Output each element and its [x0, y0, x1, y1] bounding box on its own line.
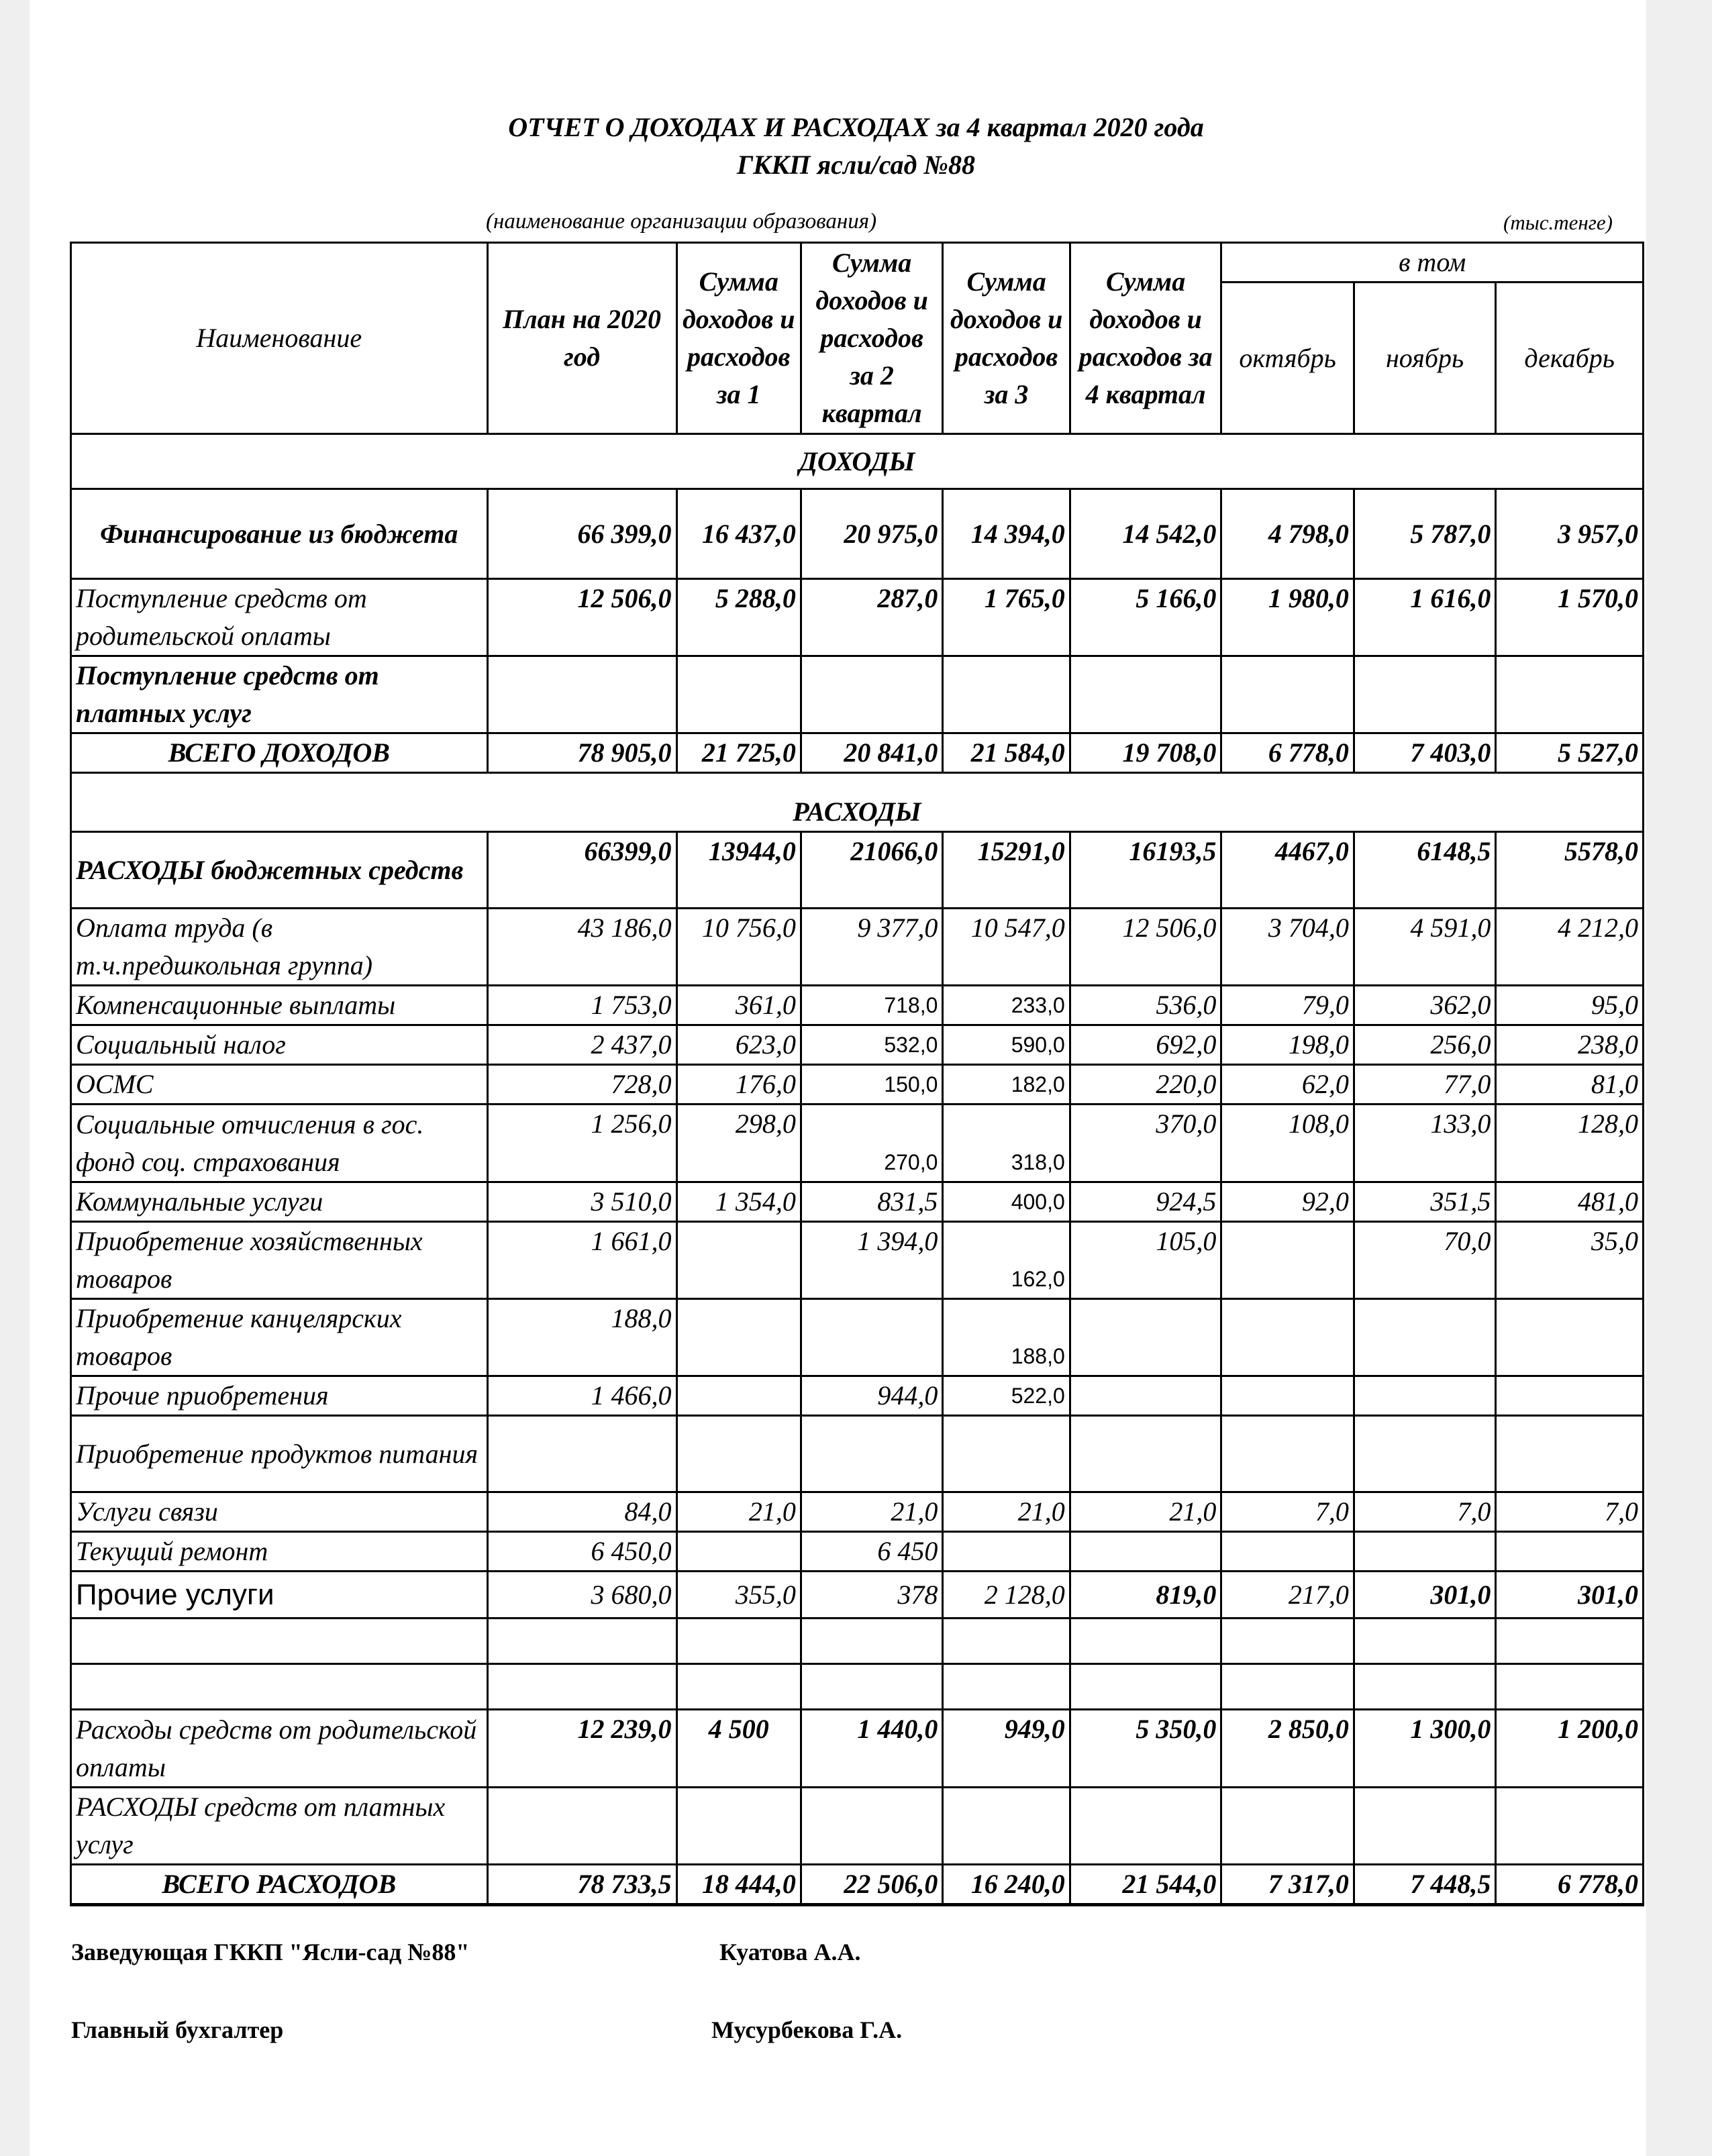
cell-q4: [1070, 1376, 1221, 1416]
row-name: Прочие приобретения: [71, 1376, 488, 1416]
cell-q2: 378: [801, 1572, 943, 1619]
table-row: [71, 1299, 1644, 1376]
cell-nov: 4 591,0: [1354, 909, 1496, 986]
cell-oct: 4467,0: [1221, 832, 1354, 909]
table-row: [71, 1025, 1644, 1065]
row-name: Оплата труда (в т.ч.предшкольная группа): [71, 909, 488, 986]
row-name: ВСЕГО ДОХОДОВ: [71, 733, 488, 773]
cell-q1: [676, 1299, 801, 1376]
header-q2: Сумма доходов и расходов за 2 квартал: [801, 243, 943, 434]
cell-nov: [1354, 1376, 1496, 1416]
table-row: [71, 1532, 1644, 1572]
income-expense-table: [70, 242, 1644, 1906]
cell-oct: 2 850,0: [1221, 1710, 1354, 1788]
cell-oct: [1221, 1532, 1354, 1572]
table-row: [71, 986, 1644, 1025]
cell-dec: 128,0: [1496, 1105, 1644, 1182]
cell-plan: 1 466,0: [487, 1376, 676, 1416]
cell-oct: 1 980,0: [1221, 579, 1354, 656]
unit-note: (тыс.тенге): [1503, 211, 1613, 234]
cell-q4: 21 544,0: [1070, 1865, 1221, 1905]
cell-nov: 77,0: [1354, 1065, 1496, 1105]
cell-plan: 43 186,0: [487, 909, 676, 986]
organization-title: ГККП ясли/сад №88: [737, 150, 975, 180]
cell-q1: [676, 1532, 801, 1572]
cell-nov: 6148,5: [1354, 832, 1496, 909]
accountant-signature-name: Мусурбекова Г.А.: [711, 2016, 903, 2043]
cell-nov: 351,5: [1354, 1182, 1496, 1222]
cell-plan: 1 753,0: [487, 986, 676, 1025]
cell-q4: 5 166,0: [1070, 579, 1221, 656]
cell-dec: [1496, 1532, 1644, 1572]
cell-q2: 831,5: [801, 1182, 943, 1222]
cell-q1: [676, 1788, 801, 1865]
cell-oct: 7,0: [1221, 1492, 1354, 1532]
cell-plan: 3 680,0: [487, 1572, 676, 1619]
cell-nov: 1 616,0: [1354, 579, 1496, 656]
cell-q3: 188,0: [943, 1299, 1070, 1376]
row-name: Приобретение канцелярских товаров: [71, 1299, 488, 1376]
cell-plan: 12 239,0: [487, 1710, 676, 1788]
cell-q4: 14 542,0: [1070, 489, 1221, 579]
cell-q3: 16 240,0: [943, 1865, 1070, 1905]
table-row: [71, 1710, 1644, 1788]
cell-plan: 66 399,0: [487, 489, 676, 579]
cell-dec: 5578,0: [1496, 832, 1644, 909]
cell-q4: 692,0: [1070, 1025, 1221, 1065]
cell-q3: 522,0: [943, 1376, 1070, 1416]
cell-dec: 7,0: [1496, 1492, 1644, 1532]
header-q1: Сумма доходов и расходов за 1: [676, 243, 801, 434]
cell-oct: [1221, 1788, 1354, 1865]
cell-q4: 12 506,0: [1070, 909, 1221, 986]
cell-plan: [487, 656, 676, 733]
cell-q1: 4 500: [676, 1710, 801, 1788]
cell-q3: [943, 1532, 1070, 1572]
cell-q3: [943, 1788, 1070, 1865]
cell-plan: [487, 1416, 676, 1492]
cell-q3: [943, 1416, 1070, 1492]
cell-plan: 78 905,0: [487, 733, 676, 773]
cell-q2: 270,0: [801, 1105, 943, 1182]
cell-nov: 256,0: [1354, 1025, 1496, 1065]
cell-nov: [1354, 1299, 1496, 1376]
cell-q1: 10 756,0: [676, 909, 801, 986]
cell-nov: 7 448,5: [1354, 1865, 1496, 1905]
row-name: Прочие услуги: [71, 1572, 488, 1619]
cell-dec: 1 570,0: [1496, 579, 1644, 656]
row-name: Приобретение хозяйственных товаров: [71, 1222, 488, 1299]
cell-q2: [801, 1299, 943, 1376]
cell-q4: 19 708,0: [1070, 733, 1221, 773]
accountant-signature-role: Главный бухгалтер: [71, 2016, 284, 2043]
cell-q2: [801, 1788, 943, 1865]
cell-oct: 7 317,0: [1221, 1865, 1354, 1905]
cell-q4: [1070, 1788, 1221, 1865]
cell-q1: 13944,0: [676, 832, 801, 909]
cell-dec: 6 778,0: [1496, 1865, 1644, 1905]
cell-nov: [1354, 1788, 1496, 1865]
cell-q2: 287,0: [801, 579, 943, 656]
cell-q3: 15291,0: [943, 832, 1070, 909]
cell-q3: 2 128,0: [943, 1572, 1070, 1619]
row-name: Поступление средств от родительской оплаты: [71, 579, 488, 656]
table-row: [71, 733, 1644, 773]
cell-q4: [1070, 1532, 1221, 1572]
cell-dec: [1496, 1788, 1644, 1865]
cell-nov: 7 403,0: [1354, 733, 1496, 773]
header-including: в том: [1221, 243, 1644, 283]
cell-oct: 108,0: [1221, 1105, 1354, 1182]
page-margin-left: [0, 0, 30, 2156]
cell-plan: 12 506,0: [487, 579, 676, 656]
row-name: РАСХОДЫ бюджетных средств: [71, 832, 488, 909]
cell-dec: 3 957,0: [1496, 489, 1644, 579]
cell-dec: [1496, 1376, 1644, 1416]
header-q4: Сумма доходов и расходов за 4 квартал: [1070, 243, 1221, 434]
cell-plan: 66399,0: [487, 832, 676, 909]
cell-q4: [1070, 1416, 1221, 1492]
cell-dec: 481,0: [1496, 1182, 1644, 1222]
cell-plan: 84,0: [487, 1492, 676, 1532]
cell-oct: 92,0: [1221, 1182, 1354, 1222]
cell-q1: 176,0: [676, 1065, 801, 1105]
cell-nov: [1354, 656, 1496, 733]
cell-q2: 20 975,0: [801, 489, 943, 579]
cell-q1: [676, 1416, 801, 1492]
cell-q2: 21066,0: [801, 832, 943, 909]
cell-q1: 355,0: [676, 1572, 801, 1619]
table-row: [71, 1788, 1644, 1865]
table-row: [71, 1105, 1644, 1182]
cell-q2: [801, 656, 943, 733]
cell-q1: 21,0: [676, 1492, 801, 1532]
cell-oct: [1221, 1222, 1354, 1299]
cell-nov: 362,0: [1354, 986, 1496, 1025]
cell-nov: 301,0: [1354, 1572, 1496, 1619]
cell-oct: [1221, 1416, 1354, 1492]
cell-oct: 3 704,0: [1221, 909, 1354, 986]
cell-plan: 728,0: [487, 1065, 676, 1105]
cell-oct: 198,0: [1221, 1025, 1354, 1065]
row-name: Финансирование из бюджета: [71, 489, 488, 579]
cell-dec: [1496, 656, 1644, 733]
page-margin-right: [1646, 0, 1712, 2156]
row-name: Текущий ремонт: [71, 1532, 488, 1572]
cell-q3: 21,0: [943, 1492, 1070, 1532]
cell-dec: [1496, 1299, 1644, 1376]
table-row: [71, 832, 1644, 909]
table-row: [71, 1572, 1644, 1619]
table-row-empty: [71, 1619, 1644, 1664]
cell-q3: 162,0: [943, 1222, 1070, 1299]
cell-q2: 532,0: [801, 1025, 943, 1065]
cell-oct: 6 778,0: [1221, 733, 1354, 773]
cell-q1: 623,0: [676, 1025, 801, 1065]
cell-dec: 301,0: [1496, 1572, 1644, 1619]
cell-q1: 18 444,0: [676, 1865, 801, 1905]
header-november: ноябрь: [1354, 283, 1496, 434]
cell-oct: [1221, 1299, 1354, 1376]
table-row: [71, 1376, 1644, 1416]
cell-nov: 133,0: [1354, 1105, 1496, 1182]
cell-q3: 1 765,0: [943, 579, 1070, 656]
cell-q2: 9 377,0: [801, 909, 943, 986]
report-title: ОТЧЕТ О ДОХОДАХ И РАСХОДАХ за 4 квартал 2020 года: [508, 112, 1204, 142]
cell-dec: 35,0: [1496, 1222, 1644, 1299]
cell-q2: 20 841,0: [801, 733, 943, 773]
cell-q2: 6 450: [801, 1532, 943, 1572]
row-name: Социальные отчисления в гос. фонд соц. страхования: [71, 1105, 488, 1182]
table-row-empty: [71, 1664, 1644, 1710]
cell-q3: 14 394,0: [943, 489, 1070, 579]
cell-q1: 16 437,0: [676, 489, 801, 579]
cell-nov: [1354, 1416, 1496, 1492]
row-name: Расходы средств от родительской оплаты: [71, 1710, 488, 1788]
cell-plan: 6 450,0: [487, 1532, 676, 1572]
cell-q4: 105,0: [1070, 1222, 1221, 1299]
cell-plan: 1 661,0: [487, 1222, 676, 1299]
organization-note: (наименование организации образования): [486, 209, 877, 234]
income-section-title: ДОХОДЫ: [71, 434, 1644, 489]
table-row: [71, 1492, 1644, 1532]
row-name: Приобретение продуктов питания: [71, 1416, 488, 1492]
header-october: октябрь: [1221, 283, 1354, 434]
header-name: Наименование: [71, 243, 488, 434]
cell-q1: [676, 656, 801, 733]
cell-dec: 238,0: [1496, 1025, 1644, 1065]
table-row: [71, 656, 1644, 733]
row-name: Коммунальные услуги: [71, 1182, 488, 1222]
cell-q3: 318,0: [943, 1105, 1070, 1182]
row-name: ОСМС: [71, 1065, 488, 1105]
cell-q2: 22 506,0: [801, 1865, 943, 1905]
cell-nov: 1 300,0: [1354, 1710, 1496, 1788]
cell-q3: 21 584,0: [943, 733, 1070, 773]
table-row: [71, 489, 1644, 579]
cell-plan: 188,0: [487, 1299, 676, 1376]
cell-nov: 70,0: [1354, 1222, 1496, 1299]
cell-q1: [676, 1376, 801, 1416]
cell-q1: [676, 1222, 801, 1299]
table-row: [71, 579, 1644, 656]
cell-q4: 16193,5: [1070, 832, 1221, 909]
cell-q1: 1 354,0: [676, 1182, 801, 1222]
cell-oct: 79,0: [1221, 986, 1354, 1025]
cell-q2: [801, 1416, 943, 1492]
cell-q1: 5 288,0: [676, 579, 801, 656]
cell-oct: 4 798,0: [1221, 489, 1354, 579]
cell-q3: 182,0: [943, 1065, 1070, 1105]
cell-nov: 7,0: [1354, 1492, 1496, 1532]
header-december: декабрь: [1496, 283, 1644, 434]
head-signature-name: Куатова А.А.: [719, 1939, 861, 1965]
cell-q3: 233,0: [943, 986, 1070, 1025]
header-plan: План на 2020 год: [487, 243, 676, 434]
cell-q3: 10 547,0: [943, 909, 1070, 986]
row-name: Услуги связи: [71, 1492, 488, 1532]
cell-dec: 81,0: [1496, 1065, 1644, 1105]
cell-q4: 819,0: [1070, 1572, 1221, 1619]
row-name: Поступление средств от платных услуг: [71, 656, 488, 733]
cell-plan: 1 256,0: [487, 1105, 676, 1182]
cell-dec: 4 212,0: [1496, 909, 1644, 986]
cell-dec: 5 527,0: [1496, 733, 1644, 773]
cell-q2: 718,0: [801, 986, 943, 1025]
cell-nov: 5 787,0: [1354, 489, 1496, 579]
cell-q3: 590,0: [943, 1025, 1070, 1065]
cell-q3: 400,0: [943, 1182, 1070, 1222]
cell-plan: 2 437,0: [487, 1025, 676, 1065]
cell-plan: 78 733,5: [487, 1865, 676, 1905]
header-q3: Сумма доходов и расходов за 3: [943, 243, 1070, 434]
cell-dec: 95,0: [1496, 986, 1644, 1025]
cell-q3: [943, 656, 1070, 733]
expense-section-title: РАСХОДЫ: [71, 773, 1644, 832]
table-row: [71, 909, 1644, 986]
table-row: [71, 1865, 1644, 1905]
cell-plan: 3 510,0: [487, 1182, 676, 1222]
cell-q4: 924,5: [1070, 1182, 1221, 1222]
table-row: [71, 1222, 1644, 1299]
cell-oct: [1221, 656, 1354, 733]
head-signature-role: Заведующая ГККП "Ясли-сад №88": [71, 1939, 470, 1965]
row-name: ВСЕГО РАСХОДОВ: [71, 1865, 488, 1905]
cell-q2: 1 440,0: [801, 1710, 943, 1788]
table-row: [71, 1182, 1644, 1222]
cell-oct: [1221, 1376, 1354, 1416]
row-name: РАСХОДЫ средств от платных услуг: [71, 1788, 488, 1865]
cell-q4: 536,0: [1070, 986, 1221, 1025]
cell-q4: [1070, 656, 1221, 733]
cell-q4: 220,0: [1070, 1065, 1221, 1105]
cell-q4: 21,0: [1070, 1492, 1221, 1532]
cell-q2: 944,0: [801, 1376, 943, 1416]
cell-dec: 1 200,0: [1496, 1710, 1644, 1788]
cell-q4: 5 350,0: [1070, 1710, 1221, 1788]
cell-nov: [1354, 1532, 1496, 1572]
row-name: Социальный налог: [71, 1025, 488, 1065]
cell-q2: 1 394,0: [801, 1222, 943, 1299]
cell-q1: 361,0: [676, 986, 801, 1025]
cell-oct: 217,0: [1221, 1572, 1354, 1619]
cell-plan: [487, 1788, 676, 1865]
table-row: [71, 1416, 1644, 1492]
cell-q4: 370,0: [1070, 1105, 1221, 1182]
cell-oct: 62,0: [1221, 1065, 1354, 1105]
cell-q3: 949,0: [943, 1710, 1070, 1788]
cell-q2: 21,0: [801, 1492, 943, 1532]
cell-dec: [1496, 1416, 1644, 1492]
cell-q1: 21 725,0: [676, 733, 801, 773]
cell-q1: 298,0: [676, 1105, 801, 1182]
table-row: [71, 1065, 1644, 1105]
cell-q2: 150,0: [801, 1065, 943, 1105]
row-name: Компенсационные выплаты: [71, 986, 488, 1025]
cell-q4: [1070, 1299, 1221, 1376]
